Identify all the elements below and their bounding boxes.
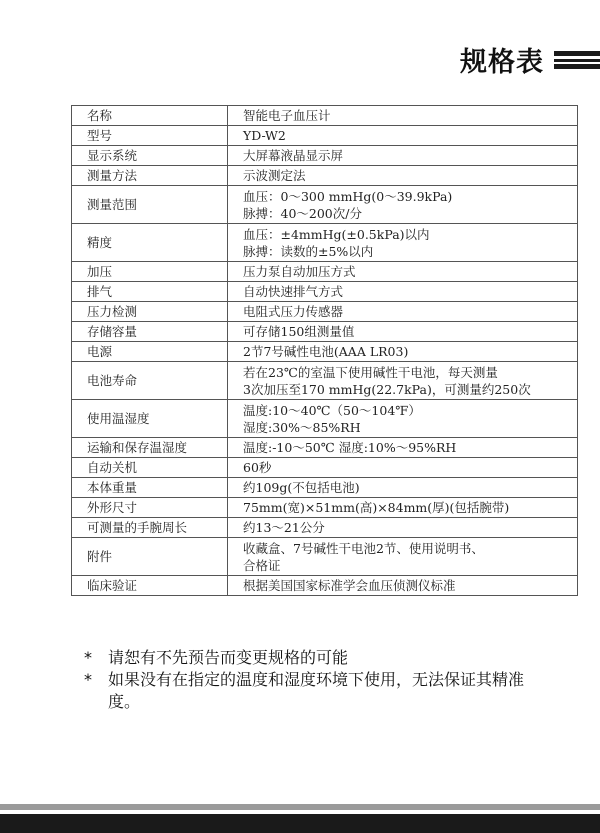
spec-value	[228, 362, 578, 400]
spec-key: 附件	[72, 538, 228, 576]
spec-key: 自动关机	[72, 458, 228, 478]
spec-row	[72, 438, 578, 458]
spec-key: 名称	[72, 106, 228, 126]
spec-value	[228, 538, 578, 576]
spec-value-line: 大屏幕液晶显示屏	[243, 148, 344, 163]
spec-value	[228, 400, 578, 438]
spec-row	[72, 186, 578, 224]
spec-value	[228, 146, 578, 166]
spec-key: 临床验证	[72, 576, 228, 596]
notes	[84, 647, 548, 713]
spec-key: 压力检测	[72, 302, 228, 322]
spec-value-line: 温度:10～40℃（50～104℉）	[243, 402, 421, 418]
footer-stripe-gray	[0, 804, 600, 810]
spec-value-line: YD-W2	[243, 128, 286, 143]
spec-value-line: 约13～21公分	[243, 520, 325, 535]
spec-row	[72, 576, 578, 596]
spec-key: 型号	[72, 126, 228, 146]
note-item	[84, 647, 548, 669]
spec-key: 电源	[72, 342, 228, 362]
note-item	[84, 669, 548, 713]
spec-value-line: 约109g(不包括电池)	[243, 480, 360, 495]
spec-value	[228, 518, 578, 538]
spec-value	[228, 478, 578, 498]
spec-key: 排气	[72, 282, 228, 302]
spec-value-line: 60秒	[243, 460, 272, 475]
spec-row	[72, 458, 578, 478]
spec-key: 运输和保存温湿度	[72, 438, 228, 458]
spec-value	[228, 342, 578, 362]
spec-key: 本体重量	[72, 478, 228, 498]
page-title: 规格表	[460, 47, 544, 78]
spec-value-line: 血压：0～300 mmHg(0～39.9kPa)	[243, 188, 453, 204]
spec-row	[72, 146, 578, 166]
spec-key: 电池寿命	[72, 362, 228, 400]
spec-value-line: 电阻式压力传感器	[243, 304, 344, 319]
spec-key: 可测量的手腕周长	[72, 518, 228, 538]
spec-value	[228, 224, 578, 262]
spec-value-line: 收藏盒、7号碱性干电池2节、使用说明书、	[243, 540, 484, 556]
spec-row	[72, 262, 578, 282]
spec-value-line: 脉搏：40～200次/分	[243, 205, 362, 221]
spec-key: 使用温湿度	[72, 400, 228, 438]
spec-value	[228, 498, 578, 518]
spec-key: 测量方法	[72, 166, 228, 186]
spec-value-line: 可存储150组测量值	[243, 324, 355, 339]
note-text: 如果没有在指定的温度和湿度环境下使用，无法保证其精准度。	[108, 670, 525, 711]
spec-value-line: 温度:-10～50℃ 湿度:10%～95%RH	[243, 440, 457, 455]
spec-row	[72, 282, 578, 302]
spec-key: 加压	[72, 262, 228, 282]
title-bar-decoration	[554, 51, 600, 69]
spec-value-line: 湿度:30%～85%RH	[243, 419, 361, 435]
spec-value	[228, 322, 578, 342]
spec-value-line: 示波测定法	[243, 168, 306, 183]
spec-row	[72, 126, 578, 146]
spec-value-line: 脉搏：读数的±5%以内	[243, 243, 374, 259]
spec-row	[72, 106, 578, 126]
spec-value	[228, 126, 578, 146]
spec-row	[72, 362, 578, 400]
note-text: 请恕有不先预告而变更规格的可能	[108, 648, 349, 667]
spec-key: 外形尺寸	[72, 498, 228, 518]
spec-value-line: 2节7号碱性电池(AAA LR03)	[243, 344, 409, 359]
spec-row	[72, 478, 578, 498]
spec-value-line: 自动快速排气方式	[243, 284, 344, 299]
spec-value-line: 75mm(宽)×51mm(高)×84mm(厚)(包括腕带)	[243, 500, 510, 515]
spec-row	[72, 400, 578, 438]
spec-value	[228, 438, 578, 458]
asterisk-icon: *	[84, 670, 92, 689]
spec-key: 精度	[72, 224, 228, 262]
spec-value-line: 3次加压至170 mmHg(22.7kPa)，可测量约250次	[243, 381, 531, 397]
spec-value	[228, 106, 578, 126]
spec-value-line: 压力泵自动加压方式	[243, 264, 356, 279]
footer-stripe-black	[0, 814, 600, 833]
spec-row	[72, 498, 578, 518]
spec-value	[228, 282, 578, 302]
spec-row	[72, 166, 578, 186]
spec-value	[228, 262, 578, 282]
spec-row	[72, 538, 578, 576]
spec-table	[71, 105, 578, 596]
spec-value	[228, 302, 578, 322]
spec-value-line: 合格证	[243, 557, 281, 573]
spec-row	[72, 342, 578, 362]
spec-key: 显示系统	[72, 146, 228, 166]
spec-value	[228, 186, 578, 224]
spec-row	[72, 302, 578, 322]
spec-value-line: 若在23℃的室温下使用碱性干电池，每天测量	[243, 364, 498, 380]
spec-value	[228, 576, 578, 596]
spec-value	[228, 166, 578, 186]
spec-value-line: 智能电子血压计	[243, 108, 331, 123]
spec-row	[72, 322, 578, 342]
spec-value-line: 根据美国国家标准学会血压侦测仪标准	[243, 578, 456, 593]
spec-value-line: 血压：±4mmHg(±0.5kPa)以内	[243, 226, 430, 242]
spec-row	[72, 224, 578, 262]
spec-key: 测量范围	[72, 186, 228, 224]
spec-key: 存储容量	[72, 322, 228, 342]
spec-value	[228, 458, 578, 478]
asterisk-icon: *	[84, 648, 92, 667]
spec-row	[72, 518, 578, 538]
